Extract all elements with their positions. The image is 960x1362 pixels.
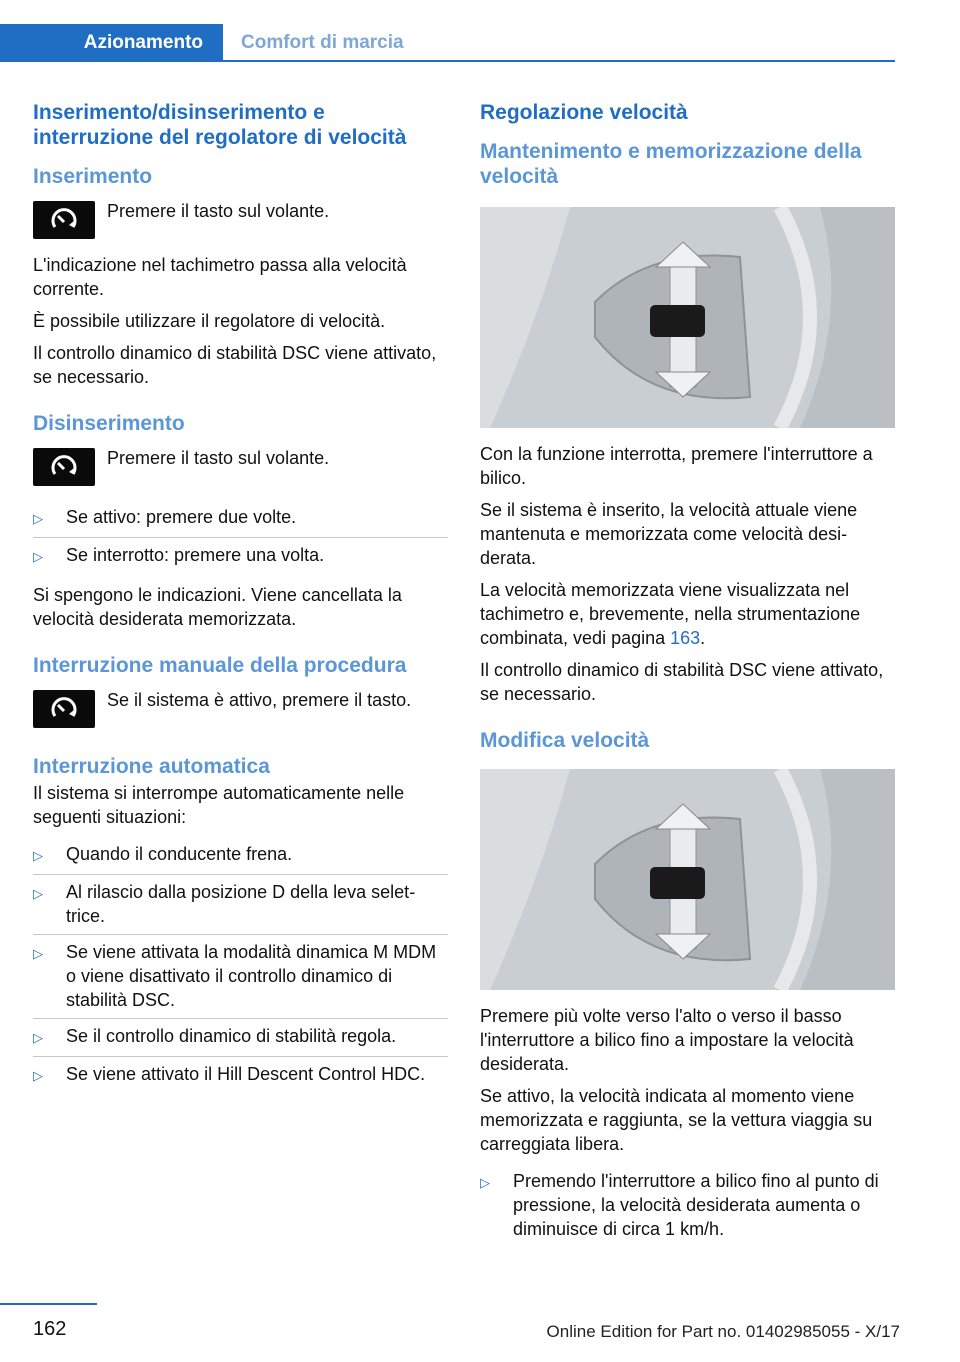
cruise-control-button-icon [33,448,95,486]
cruise-control-button-icon [33,201,95,239]
cruise-control-button-icon [33,690,95,728]
heading-interruzione-manuale: Interruzione manuale della procedura [33,654,407,677]
paragraph: Il controllo dinamico di stabilità DSC viene attivato, se necessario. [33,343,437,387]
paragraph: Se attivo, la velocità indicata al momento viene memorizzata e raggiunta, se la vettura viaggia su carreggiata libera. [480,1086,873,1154]
list-item: ▷ Al rilascio dalla posizione D della leva selettrice. [33,875,448,935]
button-instruction-text: Se il sistema è attivo, premere il tasto. [107,690,412,710]
bullet-list [33,837,448,1094]
list-item: ▷ Se viene attivata la modalità dinamica M MDM o viene disattivato il controllo dinamico di stabilità DSC. [33,935,448,1019]
left-column [33,100,448,1102]
heading-inserimento: Inserimento [33,165,153,188]
list-item: ▷ Se attivo: premere due volte. [33,500,448,538]
steering-wheel-rocker-switch-image [480,769,895,990]
page-link[interactable]: 163 [670,628,701,648]
paragraph: Se il sistema è inserito, la velocità attuale viene mantenuta e memorizzata come velocità desiderata. [480,500,858,568]
header-bar [0,0,895,62]
steering-wheel-rocker-switch-image [480,207,895,428]
bullet-list [33,500,448,575]
paragraph: Con la funzione interrotta, premere l'interruttore a bilico. [480,444,873,488]
triangle-bullet-icon: ▷ [480,1175,490,1190]
paragraph: L'indicazione nel tachimetro passa alla velocità corrente. [33,255,407,299]
page-number: 162 [33,1318,67,1340]
triangle-bullet-icon: ▷ [33,1030,43,1045]
paragraph: Si spengono le indicazioni. Viene cancellata la velocità desiderata memorizzata. [33,585,402,629]
button-instruction-text: Premere il tasto sul volante. [107,448,330,468]
bullet-list [480,1164,895,1247]
list-item: ▷ Premendo l'interruttore a bilico fino al punto di pressione, la velocità desiderata aumenta o diminuisce di circa 1 km/h. [480,1171,879,1239]
tab-comfort-di-marcia[interactable]: Comfort di marcia [241,32,404,53]
footer-rule [0,1303,97,1305]
list-item: ▷ Quando il conducente frena. [33,837,448,875]
triangle-bullet-icon: ▷ [33,511,43,526]
triangle-bullet-icon: ▷ [33,886,43,901]
paragraph: Il controllo dinamico di stabilità DSC viene attivato, se necessario. [480,660,884,704]
list-item: ▷ Se il controllo dinamico di stabilità regola. [33,1019,448,1057]
paragraph: La velocità memorizzata viene visualizzata nel tachimetro e, brevemente, nella strumentazione combinata, vedi pagina 163. [480,580,861,648]
list-item: ▷ Se interrotto: premere una volta. [33,538,448,575]
section-title-left: Inserimento/disinserimento e interruzione del regolatore di velocità [33,101,407,149]
button-instruction-disinserimento [33,446,448,486]
triangle-bullet-icon: ▷ [33,1068,43,1083]
paragraph: Premere più volte verso l'alto o verso il basso l'interruttore a bilico fino a impostare la velocità desiderata. [480,1006,854,1074]
triangle-bullet-icon: ▷ [33,549,43,564]
paragraph: È possibile utilizzare il regolatore di velocità. [33,311,386,331]
heading-mantenimento: Mantenimento e memorizzazione della velocità [480,140,862,188]
button-instruction-text: Premere il tasto sul volante. [107,201,330,221]
section-title-right: Regolazione velocità [480,101,688,124]
list-item: ▷ Se viene attivato il Hill Descent Control HDC. [33,1057,448,1094]
heading-modifica-velocita: Modifica velocità [480,729,650,752]
edition-note: Online Edition for Part no. 01402985055 - X/17 [546,1322,900,1341]
heading-disinserimento: Disinserimento [33,412,185,435]
triangle-bullet-icon: ▷ [33,848,43,863]
header-rule [0,60,895,62]
tab-azionamento[interactable]: Azionamento [0,24,223,62]
button-instruction-inserimento [33,199,448,239]
button-instruction-manuale [33,688,448,728]
right-column [480,100,895,1255]
triangle-bullet-icon: ▷ [33,946,43,961]
paragraph: Il sistema si interrompe automaticamente nelle seguenti situazioni: [33,783,405,827]
heading-interruzione-automatica: Interruzione automatica [33,755,270,778]
